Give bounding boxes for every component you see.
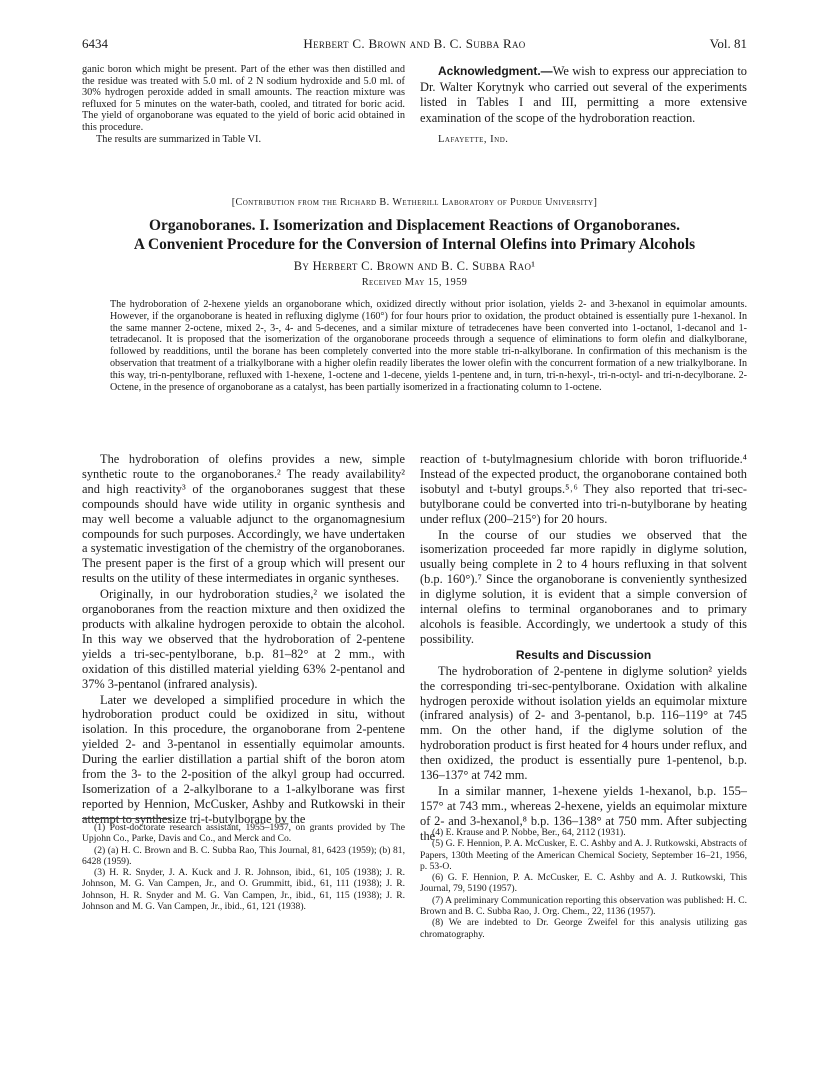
text-paragraph: ganic boron which might be present. Part of the ether was then distilled and the residue was treated with 5.0 ml. of 2 N sodium hydroxide and 5.0 ml. of 30% hydrogen peroxide added in small amounts. The reaction mixture was refluxed for 5 minutes on the water-bath, cooled, and titrated for boric acid. The yield of organoborane was equated to the yield of boric acid obtained in this procedure. (82, 64, 405, 133)
body-paragraph: Later we developed a simplified procedure in which the hydroboration product could be oxidized in situ, without isolation. In this procedure, the organoborane from 2-pentene yielded 2- and 3-pentanol in essentially equimolar amounts. During the earlier distillation a partial shift of the boron atom from the 3- to the 2-position of the alkyl group had occurred. Isomerization of a 2-alkylborane to a 1-alkylborane was first reported by Hennion, McCusker, Ashby and Rutkowski in their attempt to synthesize tri-t-butylborane by the (82, 692, 405, 826)
footnote: (6) G. F. Hennion, P. A. McCusker, E. C. Ashby and A. J. Rutkowski, This Journal, 79, 5190 (1957). (420, 872, 747, 895)
previous-article-experimental (82, 64, 405, 145)
footnote: (2) (a) H. C. Brown and B. C. Subba Rao, This Journal, 81, 6423 (1959); (b) 81, 6428 (1959). (82, 844, 405, 867)
footnote: (4) E. Krause and P. Nobbe, Ber., 64, 2112 (1931). (432, 827, 626, 838)
page-header (82, 36, 747, 54)
contribution-line: [Contribution from the Richard B. Wetherill Laboratory of Purdue University] (231, 197, 598, 208)
acknowledgment-block (420, 64, 747, 148)
footnotes-left (82, 822, 405, 912)
running-title: Herbert C. Brown and B. C. Subba Rao (303, 36, 526, 51)
footnotes-right (420, 827, 747, 940)
footnote: (8) We are indebted to Dr. George Zweifel for this analysis utilizing gas chromatography. (420, 917, 747, 940)
body-paragraph: In a similar manner, 1-hexene yields 1-hexanol, b.p. 155–157° at 743 mm., whereas 2-hexene, yields an equimolar mixture of 2- and 3-hexanol,⁸ b.p. 136–138° at 750 mm. After subjecting the (420, 783, 747, 843)
body-right-column (420, 452, 747, 844)
footnote-divider (82, 818, 172, 819)
affiliation-place: Lafayette, Ind. (438, 134, 509, 146)
received-date: Received May 15, 1959 (361, 277, 468, 288)
title-line: A Convenient Procedure for the Conversion of Internal Olefins into Primary Alcohols (133, 235, 696, 253)
body-paragraph: reaction of t-butylmagnesium chloride with boron trifluoride.⁴ Instead of the expected product, the organoborane contained both isobutyl and t-butyl groups.⁵˒⁶ They also reported that tri-sec-butylborane could be converted into tri-n-butylborane by heating under reflux (200–215°) for 20 hours. (420, 452, 747, 526)
article-title (82, 217, 747, 254)
acknowledgment-paragraph (420, 64, 747, 126)
footnote: (3) H. R. Snyder, J. A. Kuck and J. R. Johnson, ibid., 61, 105 (1938); J. R. Johnson, M. G. Van Campen, Jr., and O. Grummitt, ibid., 61, 111 (1938); J. R. Johnson, H. R. Snyder and M. G. Van Campen, Jr., ibid., 61, 115 (1938); J. R. Johnson and M. G. Van Campen, Jr., ibid., 61, 121 (1938). (82, 867, 405, 913)
abstract: The hydroboration of 2-hexene yields an organoborane which, oxidized directly without prior isolation, yields 2- and 3-hexanol in equimolar amounts. However, if the organoborane is heated in refluxing diglyme (160°) for four hours prior to oxidation, the product obtained is essentially pure 1-hexanol. In the same manner 2-octene, mixed 2-, 3-, 4- and 5-decenes, and a similar mixture of tetradecenes have been converted into 1-octanol, 1-decanol and 1-tetradecanol. It is proposed that the isomerization of the organoborane proceeds through a sequence of eliminations to form olefin and dialkylborane, followed by readditions, until the borane has been completely converted into the more stable tri-n-alkylborane. In confirmation of this mechanism is the observation that treatment of a trialkylborane with a higher olefin readily liberates the lower olefin with the concurrent formation of a new trialkylborane. In this way, tri-n-pentylborane, refluxed with 1-hexene, 1-octene and 1-decene, yields 1-pentene and, in turn, tri-n-hexyl-, tri-n-octyl- and tri-n-decylborane. 2-Octene, in the presence of organoborane as a catalyst, has been partially isomerized in a fractionating column to 1-octene. (110, 299, 747, 393)
acknowledgment-heading: Acknowledgment.— (438, 64, 553, 78)
volume-label: Vol. 81 (709, 36, 747, 51)
body-paragraph: The hydroboration of olefins provides a new, simple synthetic route to the organoboranes.² The ready availability² and high reactivity³ of the organoboranes suggest that these compounds should have wide utility in organic synthesis and may well become a valuable adjunct to the organomagnesium compounds for such purposes. Accordingly, we have undertaken a systematic investigation of the chemistry of the organoboranes. The present paper is the first of a group which will present our results on the utility of these intermediates in organic syntheses. (82, 452, 405, 586)
page-number: 6434 (82, 36, 108, 51)
footnote: (1) Post-doctorate research assistant, 1955–1957, on grants provided by The Upjohn Co., Parke, Davis and Co., and Merck and Co. (82, 822, 405, 845)
title-line: Organoboranes. I. Isomerization and Displacement Reactions of Organoboranes. (149, 217, 680, 234)
section-heading: Results and Discussion (515, 647, 652, 662)
footnote: (7) A preliminary Communication reporting this observation was published: H. C. Brown and B. C. Subba Rao, J. Org. Chem., 22, 1136 (1957). (420, 894, 747, 918)
body-paragraph: Originally, in our hydroboration studies,² we isolated the organoboranes from the reaction mixture and then oxidized the products with alkaline hydrogen peroxide to obtain the alcohol. In this way we observed that the hydroboration of 2-pentene yields a tri-sec-pentylborane, b.p. 81–82° at 2 mm., with oxidation of this distilled material yielding 63% 2-pentanol and 37% 3-pentanol (infrared analysis). (82, 587, 405, 691)
author-byline: By Herbert C. Brown and B. C. Subba Rao¹ (293, 259, 536, 273)
body-left-column (82, 452, 405, 827)
footnote: (5) G. F. Hennion, P. A. McCusker, E. C. Ashby and A. J. Rutkowski, Abstracts of Papers, 130th Meeting of the American Chemical Society, September 16–21, 1956, p. 53-O. (420, 838, 747, 872)
body-paragraph: In the course of our studies we observed that the isomerization proceeded far more rapidly in diglyme solution, usually being complete in 2 to 4 hours refluxing in that solvent (b.p. 160°).⁷ Since the organoborane is conveniently synthesized in diglyme solution, it is evident that a simple conversion of internal olefins to terminal organoboranes and to primary alcohols is feasible. Accordingly, we undertook a study of this possibility. (420, 527, 747, 646)
body-paragraph: The hydroboration of 2-pentene in diglyme solution² yields the corresponding tri-sec-pentylborane. Oxidation with alkaline hydrogen peroxide without isolation yields an equimolar mixture (infrared analysis) of 2- and 3-pentanol, b.p. 116–119° at 745 mm. On the other hand, if the diglyme solution of the hydroboration product is first heated for 4 hours under reflux, and then oxidized, the product is essentially pure 1-pentenol, b.p. 136–137° at 742 mm. (420, 663, 747, 783)
acknowledgment-text: We wish to express our appreciation to Dr. Walter Korytnyk who carried out several of the experiments listed in Tables I and III, permitting a more extensive examination of the scope of the hydroboration reaction. (420, 64, 747, 125)
text-paragraph: The results are summarized in Table VI. (96, 133, 262, 145)
